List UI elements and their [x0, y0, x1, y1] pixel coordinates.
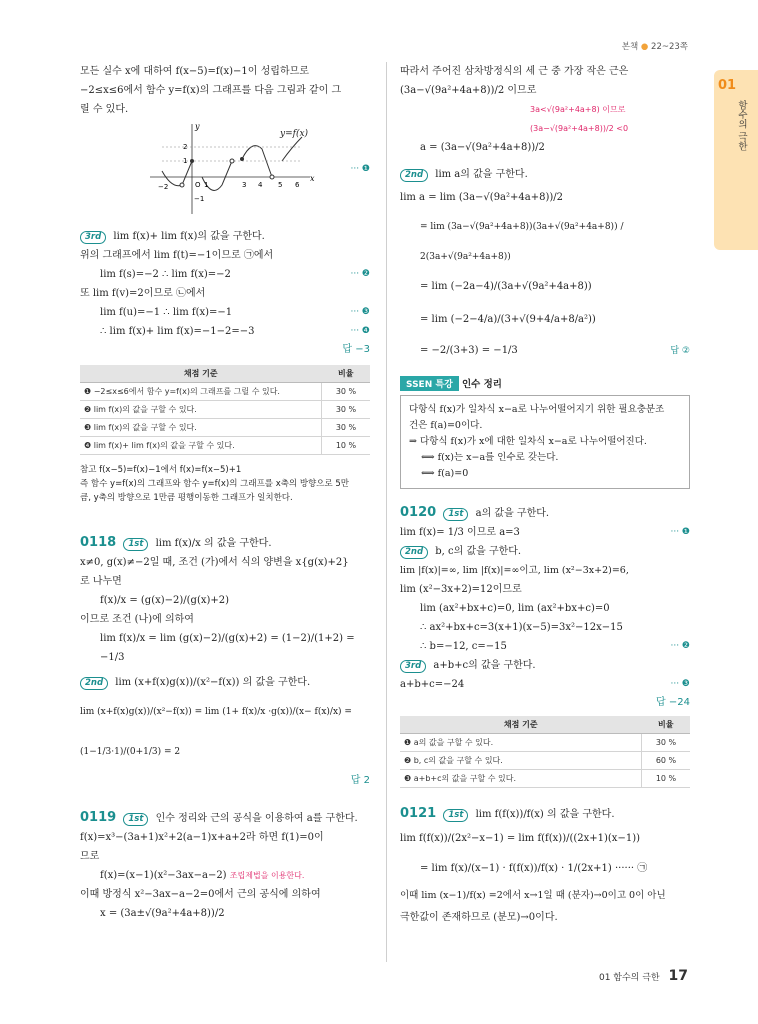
step-3rd-badge: 3rd	[400, 660, 426, 673]
text-line: 로 나누면	[80, 576, 122, 587]
svg-text:y: y	[195, 122, 200, 131]
math-line: lim f(f(x))/(2x²−x−1) = lim f(f(x))/((2x+1)(x−1))	[400, 833, 640, 844]
table-cell: ❹ lim f(x)+ lim f(x)의 값을 구할 수 있다.	[80, 437, 322, 455]
math-line: lim a = lim (3a−√(9a²+4a+8))/2	[400, 192, 564, 203]
table-row	[80, 383, 370, 401]
step-title: lim (x+f(x)g(x))/(x²−f(x)) 의 값을 구한다.	[115, 677, 311, 688]
text-line: 극한값이 존재하므로 (분모)→0이다.	[400, 912, 558, 923]
table-cell: ❷ b, c의 값을 구할 수 있다.	[400, 752, 642, 770]
svg-text:3: 3	[242, 181, 247, 189]
math-line	[80, 322, 370, 341]
dot-icon: ●	[640, 42, 649, 52]
problem-heading	[400, 503, 690, 523]
text-line: 므로	[80, 851, 100, 862]
step-3rd-badge: 3rd	[80, 231, 106, 244]
math-line: f(x)/x = (g(x)−2)/(g(x)+2)	[100, 595, 230, 606]
function-graph	[80, 119, 370, 219]
text-line: 이때 lim (x−1)/f(x) =2에서 x→1일 때 (분자)→0이고 0이 아닌	[400, 890, 666, 901]
table-cell: ❸ lim f(x)의 값을 구할 수 있다.	[80, 419, 322, 437]
box-line: ⟺ f(x)는 x−a를 인수로 갖는다.	[421, 452, 559, 463]
step-1st-badge: 1st	[443, 809, 468, 822]
note-line: 큼, y축의 방향으로 1만큼 평행이동한 그래프가 일치한다.	[80, 493, 293, 503]
step-mark: ··· ❷	[350, 269, 370, 279]
math-line: lim (x²−3x+2)=12이므로	[400, 584, 522, 595]
box-line: ⇒ 다항식 f(x)가 x에 대한 일차식 x−a로 나누어떨어진다.	[409, 436, 647, 447]
math-line: = lim f(x)/(x−1) · f(f(x))/f(x) · 1/(2x+1) ······ ㉠	[420, 863, 648, 874]
box-line: 다항식 f(x)가 일차식 x−a로 나누어떨어지기 위한 필요충분조	[409, 404, 665, 415]
table-cell: ❶ −2≤x≤6에서 함수 y=f(x)의 그래프를 그릴 수 있다.	[80, 383, 322, 401]
math-text: f(x)=(x−1)(x²−3ax−a−2)	[100, 870, 227, 881]
table-header: 비율	[642, 716, 691, 734]
problem-heading	[80, 808, 370, 828]
page-footer	[599, 968, 688, 984]
step-mark: ··· ❸	[670, 679, 690, 689]
text-line: 또 lim f(v)=2이므로 ㉡에서	[80, 288, 206, 299]
step-title: b, c의 값을 구한다.	[435, 546, 522, 557]
table-cell: ❸ a+b+c의 값을 구할 수 있다.	[400, 770, 642, 788]
annotation: (3a−√(9a²+4a+8))/2 <0	[530, 124, 629, 133]
text-line: x≠0, g(x)≠−2일 때, 조건 (가)에서 식의 양변을 x{g(x)+2}	[80, 557, 349, 568]
graph-svg	[140, 119, 380, 219]
svg-text:1: 1	[183, 157, 188, 165]
text-line: 이때 방정식 x²−3ax−a−2=0에서 근의 공식에 의하여	[80, 889, 321, 900]
step-title: lim f(f(x))/f(x) 의 값을 구한다.	[475, 809, 615, 820]
footer-chapter: 01 함수의 극한	[598, 973, 660, 983]
left-column	[80, 62, 370, 923]
math-line: = lim (−2a−4)/(3a+√(9a²+4a+8))	[420, 281, 592, 292]
math-text: = −2/(3+3) = −1/3	[420, 345, 518, 356]
step-line	[400, 165, 690, 184]
math-line: lim (x+f(x)g(x))/(x²−f(x)) = lim (1+ f(x)/x ·g(x))/(x− f(x)/x) = (1−1/3·1)/(0+1/3) = 2	[80, 707, 352, 757]
math-line	[80, 265, 370, 284]
table-cell: 60 %	[642, 752, 691, 770]
step-title: lim f(x)+ lim f(x)의 값을 구한다.	[113, 231, 265, 242]
box-line: ⟺ f(a)=0	[421, 468, 469, 479]
annotation: 3a<√(9a²+4a+8) 이므로	[530, 105, 626, 114]
table-cell: ❶ a의 값을 구할 수 있다.	[400, 734, 642, 752]
svg-text:6: 6	[295, 181, 300, 189]
ssen-box	[400, 395, 690, 489]
step-title: lim f(x)/x 의 값을 구한다.	[155, 538, 272, 549]
math-line	[400, 637, 690, 656]
text-line: 이므로 조건 (나)에 의하여	[80, 614, 194, 625]
table-cell: 30 %	[322, 419, 371, 437]
math-text: lim f(u)=−1 ∴ lim f(x)=−1	[100, 307, 233, 318]
step-1st-badge: 1st	[443, 508, 468, 521]
page-number: 17	[668, 968, 688, 984]
text-line: 위의 그래프에서 lim f(t)=−1이므로 ㉠에서	[80, 250, 274, 261]
chapter-side-tab	[714, 70, 758, 250]
math-line: lim f(x)/x = lim (g(x)−2)/(g(x)+2) = (1−2)/(1+2) = −1/3	[100, 633, 355, 663]
step-title: a의 값을 구한다.	[475, 508, 550, 519]
step-line	[400, 656, 690, 675]
chapter-label: 함수의 극한	[736, 100, 747, 151]
step-mark: ··· ❹	[350, 326, 370, 336]
svg-text:−1: −1	[194, 195, 205, 203]
right-column	[400, 62, 690, 927]
chapter-number: 01	[718, 78, 737, 93]
problem-number: 0119	[80, 810, 117, 825]
svg-text:x: x	[310, 174, 315, 183]
table-cell: 10 %	[322, 437, 371, 455]
ssen-badge: SSEN 특강	[400, 376, 459, 391]
step-2nd-badge: 2nd	[400, 169, 428, 182]
text-line: 모든 실수 x에 대하여 f(x−5)=f(x)−1이 성립하므로	[80, 66, 309, 77]
math-text: ∴ b=−12, c=−15	[420, 641, 507, 652]
box-line: 건은 f(a)=0이다.	[409, 420, 483, 431]
table-cell: 30 %	[322, 401, 371, 419]
svg-text:−2: −2	[158, 183, 169, 191]
step-1st-badge: 1st	[123, 813, 148, 826]
step-title: lim a의 값을 구한다.	[435, 169, 528, 180]
header-reference	[622, 40, 688, 52]
table-row	[80, 419, 370, 437]
answer: 답 2	[350, 775, 370, 786]
svg-text:4: 4	[258, 181, 263, 189]
note-line: 즉 함수 y=f(x)의 그래프와 함수 y=f(x)의 그래프를 x축의 방향으로 5만	[80, 479, 350, 489]
table-header: 비율	[322, 365, 371, 383]
svg-text:1: 1	[204, 181, 209, 189]
math-line	[400, 338, 690, 364]
problem-number: 0120	[400, 505, 437, 520]
problem-number: 0118	[80, 535, 117, 550]
table-row	[400, 734, 690, 752]
ref-pages: 22~23쪽	[651, 42, 688, 52]
math-line: = lim (−2−4/a)/(3+√(9+4/a+8/a²))	[420, 314, 596, 325]
step-line	[80, 227, 370, 246]
math-line	[80, 866, 370, 885]
math-text: a+b+c=−24	[400, 679, 465, 690]
ref-label: 본책	[621, 42, 639, 52]
svg-text:O: O	[195, 181, 201, 189]
step-title: a+b+c의 값을 구한다.	[433, 660, 536, 671]
math-line	[80, 303, 370, 322]
step-mark: ··· ❶	[350, 164, 370, 174]
ssen-section	[400, 376, 690, 489]
scoring-table	[400, 716, 690, 788]
table-cell: 30 %	[322, 383, 371, 401]
math-line	[400, 675, 690, 694]
math-text: ∴ lim f(x)+ lim f(x)=−1−2=−3	[100, 326, 255, 337]
math-line: ∴ ax²+bx+c=3(x+1)(x−5)=3x²−12x−15	[420, 622, 623, 633]
step-1st-badge: 1st	[123, 538, 148, 551]
problem-heading	[80, 533, 370, 553]
problem-number: 0121	[400, 806, 437, 821]
text-line: f(x)=x³−(3a+1)x²+2(a−1)x+a+2라 하면 f(1)=0이	[80, 832, 324, 843]
table-cell: 10 %	[642, 770, 691, 788]
math-line: (3a−√(9a²+4a+8))/2 이므로	[400, 85, 537, 96]
scoring-table	[80, 365, 370, 455]
math-line: lim (ax²+bx+c)=0, lim (ax²+bx+c)=0	[420, 603, 610, 614]
table-header: 채점 기준	[80, 365, 322, 383]
annotation: 조립제법을 이용한다.	[229, 871, 305, 880]
step-mark: ··· ❷	[670, 641, 690, 651]
table-row	[80, 401, 370, 419]
table-cell: 30 %	[642, 734, 691, 752]
svg-text:2: 2	[183, 143, 188, 151]
svg-text:5: 5	[278, 181, 283, 189]
column-divider	[386, 62, 387, 962]
step-title: 인수 정리와 근의 공식을 이용하여 a를 구한다.	[155, 813, 358, 824]
math-line: a = (3a−√(9a²+4a+8))/2	[420, 142, 545, 153]
math-line: lim |f(x)|=∞, lim |f(x)|=∞이고, lim (x²−3x+2)=6,	[400, 565, 629, 576]
table-row	[400, 752, 690, 770]
math-text: lim f(s)=−2 ∴ lim f(x)=−2	[100, 269, 231, 280]
text-line: −2≤x≤6에서 함수 y=f(x)의 그래프를 다음 그림과 같이 그	[80, 85, 342, 96]
table-row	[400, 770, 690, 788]
math-line: = lim (3a−√(9a²+4a+8))(3a+√(9a²+4a+8)) / 2(3a+√(9a²+4a+8))	[420, 222, 624, 262]
step-line	[80, 673, 370, 692]
note-line: 참고 f(x−5)=f(x)−1에서 f(x)=f(x−5)+1	[80, 465, 242, 475]
ssen-title: 인수 정리	[461, 379, 502, 390]
answer: 답 −3	[342, 344, 370, 355]
text-line: 따라서 주어진 삼차방정식의 세 근 중 가장 작은 근은	[400, 66, 629, 77]
step-mark: ··· ❶	[670, 527, 690, 537]
step-mark: ··· ❸	[350, 307, 370, 317]
graph-curve-label: y=f(x)	[280, 129, 309, 139]
text-line: 릴 수 있다.	[80, 104, 129, 115]
math-line	[400, 523, 690, 542]
table-header: 채점 기준	[400, 716, 642, 734]
step-2nd-badge: 2nd	[400, 546, 428, 559]
math-text: lim f(x)= 1/3 이므로 a=3	[400, 527, 520, 538]
table-cell: ❷ lim f(x)의 값을 구할 수 있다.	[80, 401, 322, 419]
step-line	[400, 542, 690, 561]
math-line: x = (3a±√(9a²+4a+8))/2	[100, 908, 225, 919]
answer: 답 ②	[670, 346, 690, 356]
table-row	[80, 437, 370, 455]
step-2nd-badge: 2nd	[80, 677, 108, 690]
problem-heading	[400, 804, 690, 824]
answer: 답 −24	[656, 697, 690, 708]
